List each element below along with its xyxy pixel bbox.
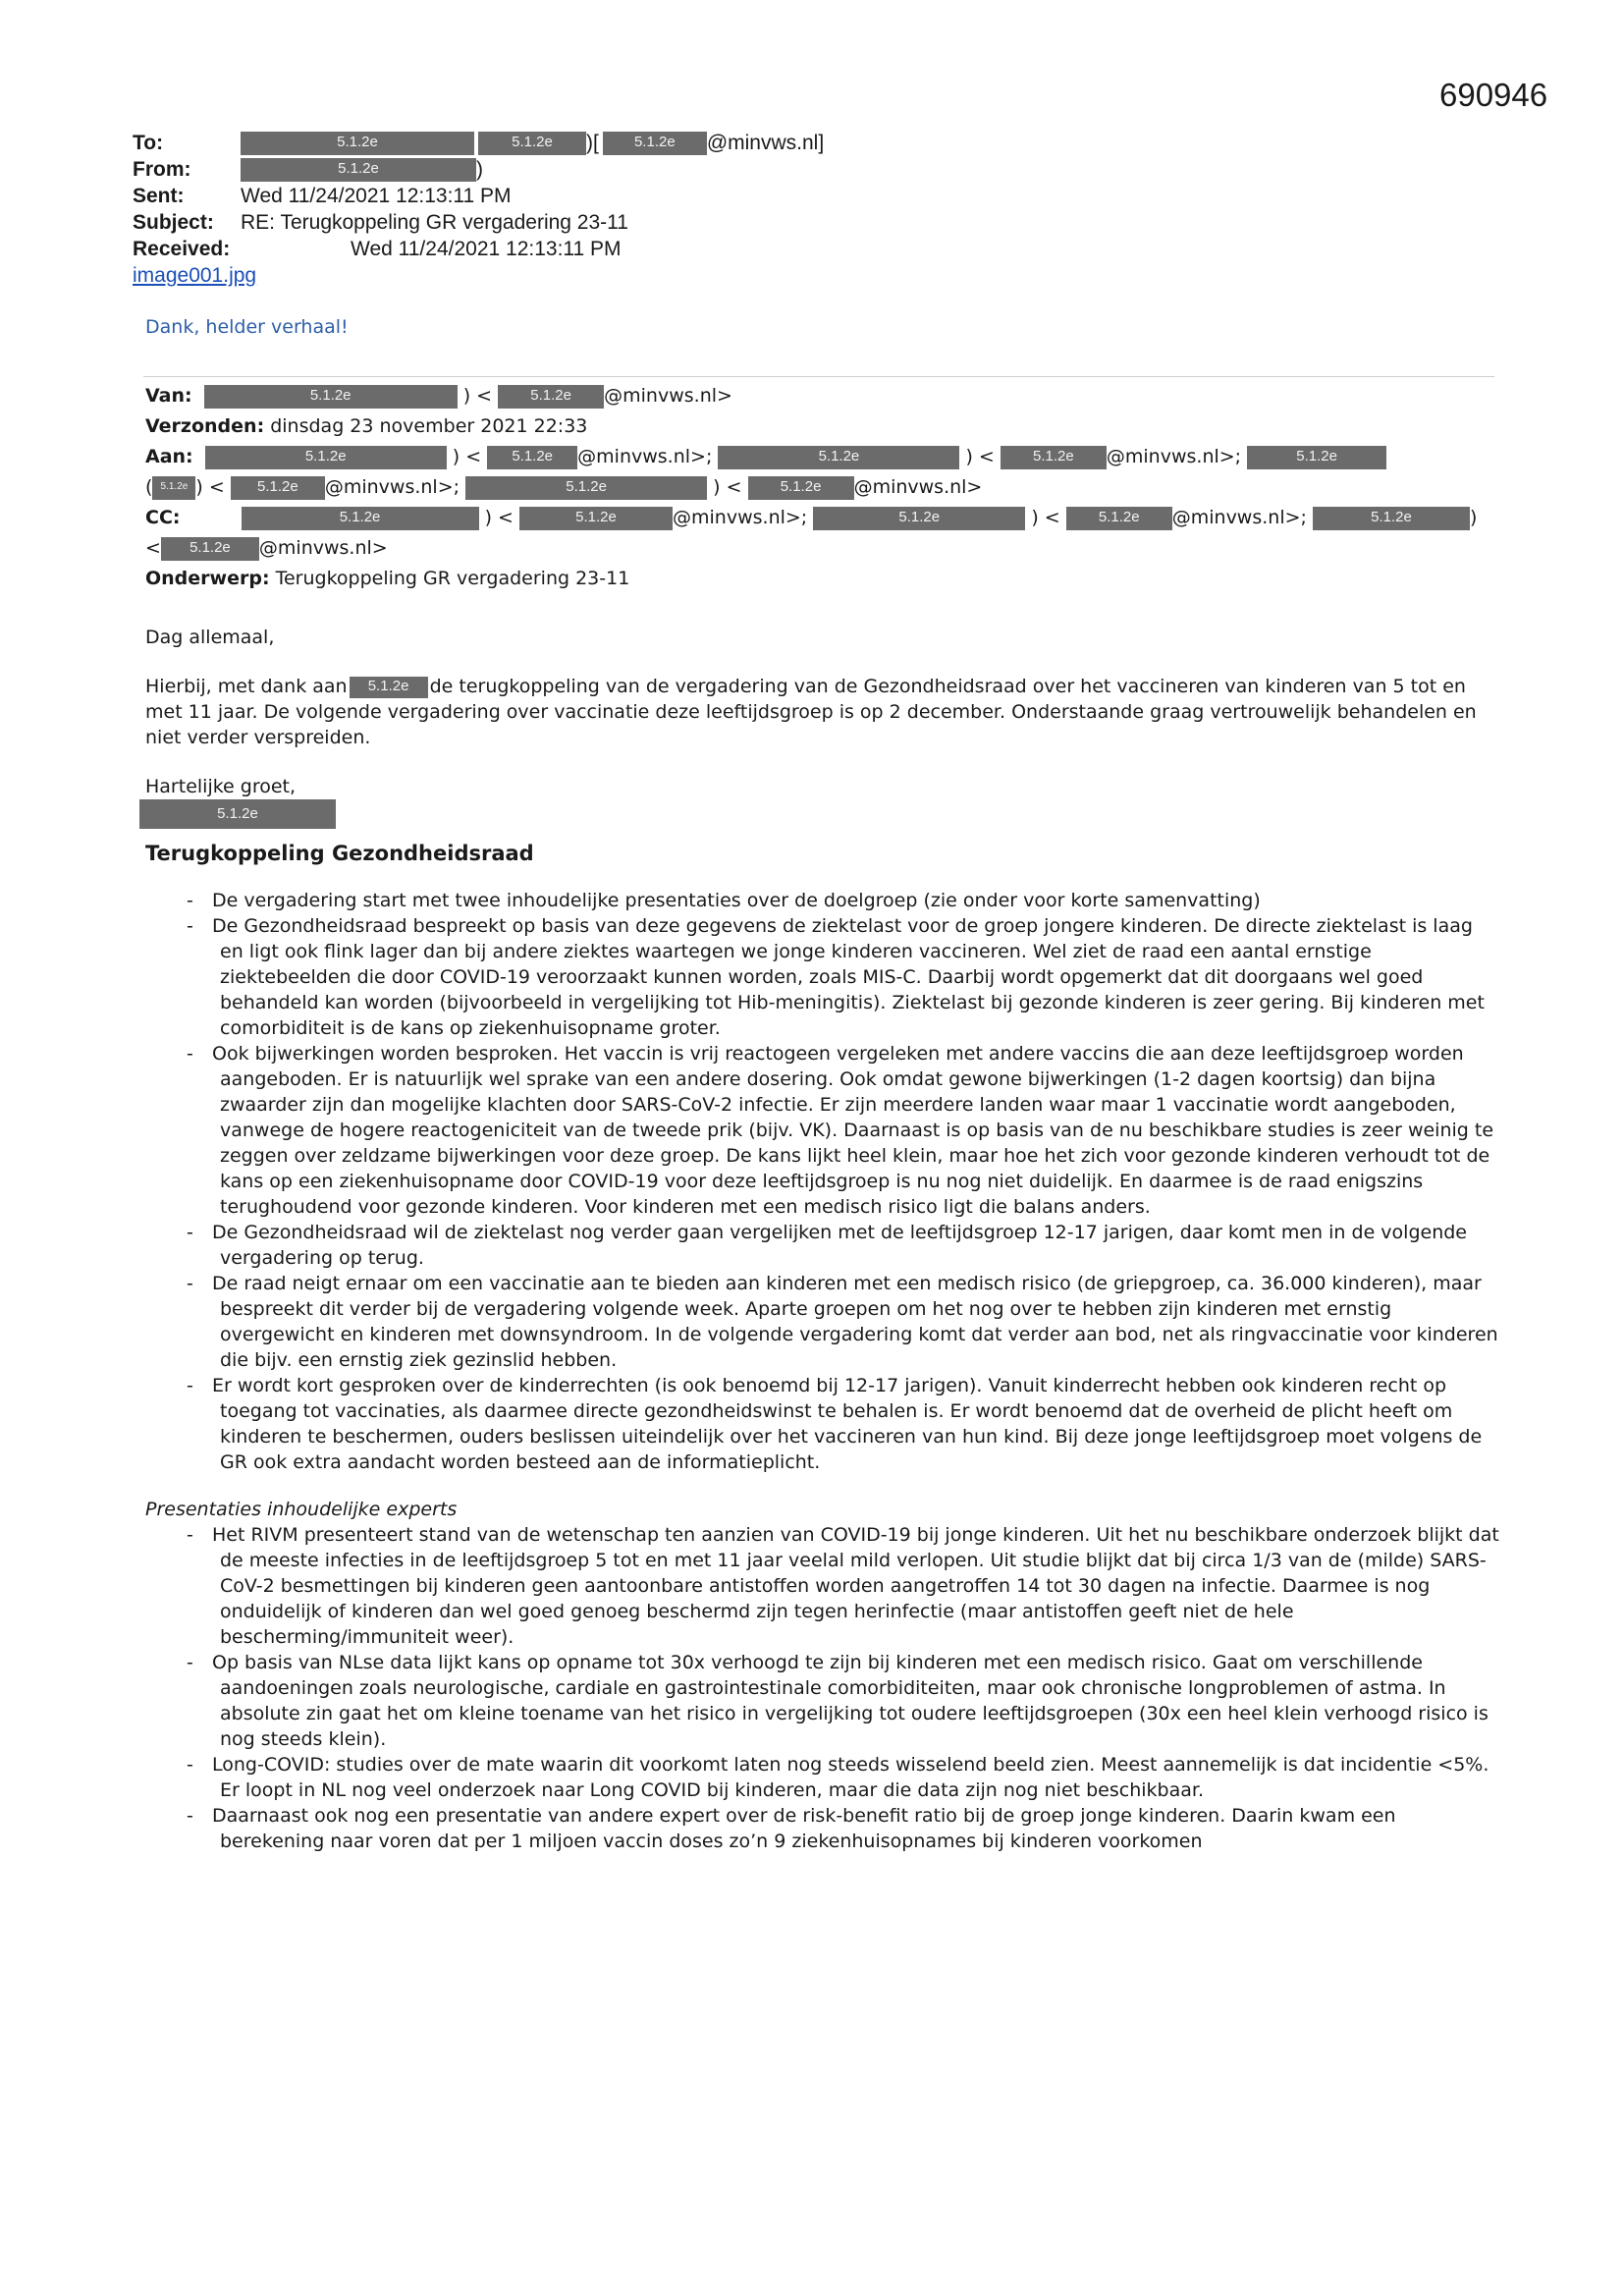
van-label: Van: (145, 385, 192, 407)
punct: ) < (965, 446, 995, 467)
punct: < (145, 537, 161, 559)
subject-label: Subject: (133, 211, 214, 234)
email-domain: @minvws.nl>; (577, 446, 713, 467)
redaction: 5.1.2e (498, 385, 604, 409)
redaction: 5.1.2e (205, 446, 447, 469)
sent-row (133, 183, 512, 209)
received-value: Wed 11/24/2021 12:13:11 PM (351, 238, 622, 260)
message-body (145, 625, 1500, 1854)
verzonden-value: dinsdag 23 november 2021 22:33 (270, 415, 588, 437)
punct: ) < (713, 476, 742, 498)
aan-label: Aan: (145, 446, 193, 467)
email-domain: @minvws.nl>; (673, 507, 808, 528)
cc-row-cont (145, 533, 1500, 564)
redaction: 5.1.2e (487, 446, 577, 469)
redaction: 5.1.2e (478, 132, 586, 155)
feedback-list (145, 888, 1500, 1475)
van-row (145, 381, 1500, 411)
email-domain: @minvws.nl> (258, 537, 388, 559)
redaction: 5.1.2e (241, 132, 474, 155)
divider (143, 376, 1494, 377)
redaction: 5.1.2e (139, 799, 336, 829)
email-domain: @minvws.nl>; (1171, 507, 1307, 528)
onderwerp-row (145, 564, 1500, 594)
to-punct: )[ (586, 132, 599, 154)
punct: ) < (1031, 507, 1060, 528)
to-row (133, 130, 825, 156)
email-domain: @minvws.nl>; (1106, 446, 1242, 467)
attachment-link[interactable]: image001.jpg (133, 264, 257, 287)
redaction: 5.1.2e (519, 507, 673, 530)
sent-label: Sent: (133, 185, 185, 207)
redaction: 5.1.2e (1247, 446, 1386, 469)
email-header (133, 130, 825, 289)
punct: ) (1469, 507, 1478, 528)
cc-label: CC: (145, 507, 181, 528)
list-item: - Het RIVM presenteert stand van de wetenschap ten aanzien van COVID-19 bij jonge kinderen. Uit het nu beschikbare onderzoek blijkt dat de meeste infecties in de leeftijdsgroep 5 tot en met 11 jaar veelal mild verlopen. Uit studie blijkt dat bij circa 1/3 van de (milde) SARS-CoV-2 besmettingen bij kinderen geen aantoonbare antistoffen worden aangetroffen 14 tot 30 dagen na infectie. Daarmee is nog onduidelijk of kinderen dan wel goed genoeg beschermd zijn tegen herinfectie (maar antistoffen geeft niet de hele bescherming/immuniteit weer). (145, 1522, 1500, 1650)
redaction: 5.1.2e (813, 507, 1025, 530)
cc-row (145, 503, 1500, 533)
original-message-header (145, 381, 1500, 594)
redaction: 5.1.2e (718, 446, 959, 469)
list-item: - Op basis van NLse data lijkt kans op opname tot 30x verhoogd te zijn bij kinderen met een medisch risico. Gaat om verschillende aandoeningen zoals neurologische, cardiale en gastrointestinale comorbiditeiten, maar ook chronische longproblemen of astma. In absolute zin gaat het om kleine toename van het risico in vergelijking tot oudere leeftijdsgroepen (30x een heel klein verhoogd risico is nog steeds klein). (145, 1650, 1500, 1752)
punct: ( (145, 476, 153, 498)
closing: Hartelijke groet, (145, 776, 297, 797)
list-item: - Daarnaast ook nog een presentatie van andere expert over de risk-benefit ratio bij de groep jonge kinderen. Daarin kwam een berekening naar voren dat per 1 miljoen vaccin doses zo’n 9 ziekenhuisopnames bij kinderen voorkomen (145, 1803, 1500, 1854)
sent-value: Wed 11/24/2021 12:13:11 PM (241, 185, 512, 207)
redaction: 5.1.2e (152, 476, 195, 500)
received-row (133, 236, 622, 262)
redaction: 5.1.2e (1313, 507, 1470, 530)
email-domain: @minvws.nl> (853, 476, 983, 498)
list-item: - De raad neigt ernaar om een vaccinatie aan te bieden aan kinderen met een medisch risico (de griepgroep, ca. 36.000 kinderen), maar bespreekt dit verder bij de vergadering volgende week. Aparte groepen om het nog over te hebben zijn kinderen met ernstig overgewicht en kinderen met downsyndroom. In de volgende vergadering komt dat verder aan bod, net als ringvaccinatie voor kinderen die bijv. een ernstig ziek gezinslid hebben. (145, 1271, 1500, 1373)
redaction: 5.1.2e (242, 507, 479, 530)
from-close: ) (476, 158, 483, 181)
redaction: 5.1.2e (204, 385, 458, 409)
to-label: To: (133, 132, 164, 154)
redaction: 5.1.2e (603, 132, 707, 155)
redaction: 5.1.2e (161, 537, 259, 561)
redaction: 5.1.2e (1066, 507, 1172, 530)
subject-row (133, 209, 628, 236)
list-item: - Ook bijwerkingen worden besproken. Het vaccin is vrij reactogeen vergeleken met andere vaccins die aan deze leeftijdsgroep worden aangeboden. Er is natuurlijk wel sprake van een andere dosering. Ook omdat gewone bijwerkingen (1-2 dagen koortsig) dan bijna zwaarder zijn dan mogelijke klachten door SARS-CoV-2 infectie. Er zijn meerdere landen waar maar 1 vaccinatie wordt aangeboden, vanwege de hogere reactogeniciteit van de tweede prik (bijv. VK). Daarnaast is op basis van de nu beschikbare studies is zeer weinig te zeggen over zeldzame bijwerkingen voor deze groep. De kans lijkt heel klein, maar hoe het zich voor gezonde kinderen verhoudt tot de kans op een ziekenhuisopname door COVID-19 voor deze leeftijdsgroep is nu nog niet duidelijk. En daarmee is de raad enigszins terughoudend voor gezonde kinderen. Voor kinderen met een medisch risico ligt die balans anders. (145, 1041, 1500, 1220)
email-domain: @minvws.nl> (604, 385, 732, 407)
aan-row-cont (145, 472, 1500, 503)
intro-paragraph: Hierbij, met dank aan 5.1.2e de terugkoppeling van de vergadering van de Gezondheidsraad over het vaccineren van kinderen van 5 tot en met 11 jaar. De volgende vergadering over vaccinatie deze leeftijdsgroep is op 2 december. Onderstaande graag vertrouwelijk behandelen en niet verder verspreiden. (145, 676, 1477, 748)
redaction: 5.1.2e (748, 476, 854, 500)
experts-list (145, 1522, 1500, 1854)
document-number: 690946 (1439, 77, 1548, 113)
list-item: - De Gezondheidsraad bespreekt op basis van deze gegevens de ziektelast voor de groep jongere kinderen. De directe ziektelast is laag en ligt ook flink lager dan bij andere ziektes waartegen we jonge kinderen vaccineren. Wel ziet de raad een aantal ernstige ziektebeelden die door COVID-19 veroorzaakt kunnen worden, zoals MIS-C. Daarbij wordt opgemerkt dat dit doorgaans wel goed behandeld kan worden (bijvoorbeeld in vergelijking tot Hib-meningitis). Ziektelast bij gezonde kinderen is zeer gering. Bij kinderen met comorbiditeit is de kans op ziekenhuisopname groter. (145, 913, 1500, 1041)
redaction: 5.1.2e (231, 476, 325, 500)
list-item: - De vergadering start met twee inhoudelijke presentaties over de doelgroep (zie onder voor korte samenvatting) (145, 888, 1500, 913)
onderwerp-value: Terugkoppeling GR vergadering 23-11 (275, 568, 630, 589)
experts-title: Presentaties inhoudelijke experts (145, 1499, 458, 1520)
aan-row (145, 442, 1500, 472)
section-title: Terugkoppeling Gezondheidsraad (145, 842, 534, 865)
email-domain: @minvws.nl>; (324, 476, 460, 498)
from-row (133, 156, 483, 183)
redaction: 5.1.2e (241, 158, 476, 182)
to-domain: @minvws.nl] (706, 132, 825, 154)
from-label: From: (133, 158, 191, 181)
redaction: 5.1.2e (1001, 446, 1107, 469)
redaction: 5.1.2e (350, 677, 428, 698)
subject-value: RE: Terugkoppeling GR vergadering 23-11 (241, 211, 628, 234)
reply-text: Dank, helder verhaal! (145, 316, 349, 338)
punct: ) < (195, 476, 225, 498)
list-item: - Long-COVID: studies over de mate waarin dit voorkomt laten nog steeds wisselend beeld zien. Meest aannemelijk is dat incidentie <5%. Er loopt in NL nog veel onderzoek naar Long COVID bij kinderen, maar die data zijn nog niet beschikbaar. (145, 1752, 1500, 1803)
attachment-row (133, 262, 256, 289)
punct: ) < (462, 385, 493, 407)
list-item: - De Gezondheidsraad wil de ziektelast nog verder gaan vergelijken met de leeftijdsgroep 12-17 jarigen, daar komt men in de volgende vergadering op terug. (145, 1220, 1500, 1271)
list-item: - Er wordt kort gesproken over de kinderrechten (is ook benoemd bij 12-17 jarigen). Vanuit kinderrecht hebben ook kinderen recht op toegang tot vaccinaties, als daarmee directe gezondheidswinst te behalen is. Er wordt benoemd dat de overheid de plicht heeft om kinderen te beschermen, ouders beslissen uiteindelijk over het vaccineren van hun kind. Bij deze jonge leeftijdsgroep moet volgens de GR ook extra aandacht worden besteed aan de informatieplicht. (145, 1373, 1500, 1475)
onderwerp-label: Onderwerp: (145, 568, 270, 589)
verzonden-row (145, 411, 1500, 442)
greeting: Dag allemaal, (145, 627, 275, 648)
verzonden-label: Verzonden: (145, 415, 265, 437)
received-label: Received: (133, 238, 231, 260)
punct: ) < (452, 446, 482, 467)
redaction: 5.1.2e (465, 476, 707, 500)
punct: ) < (484, 507, 514, 528)
